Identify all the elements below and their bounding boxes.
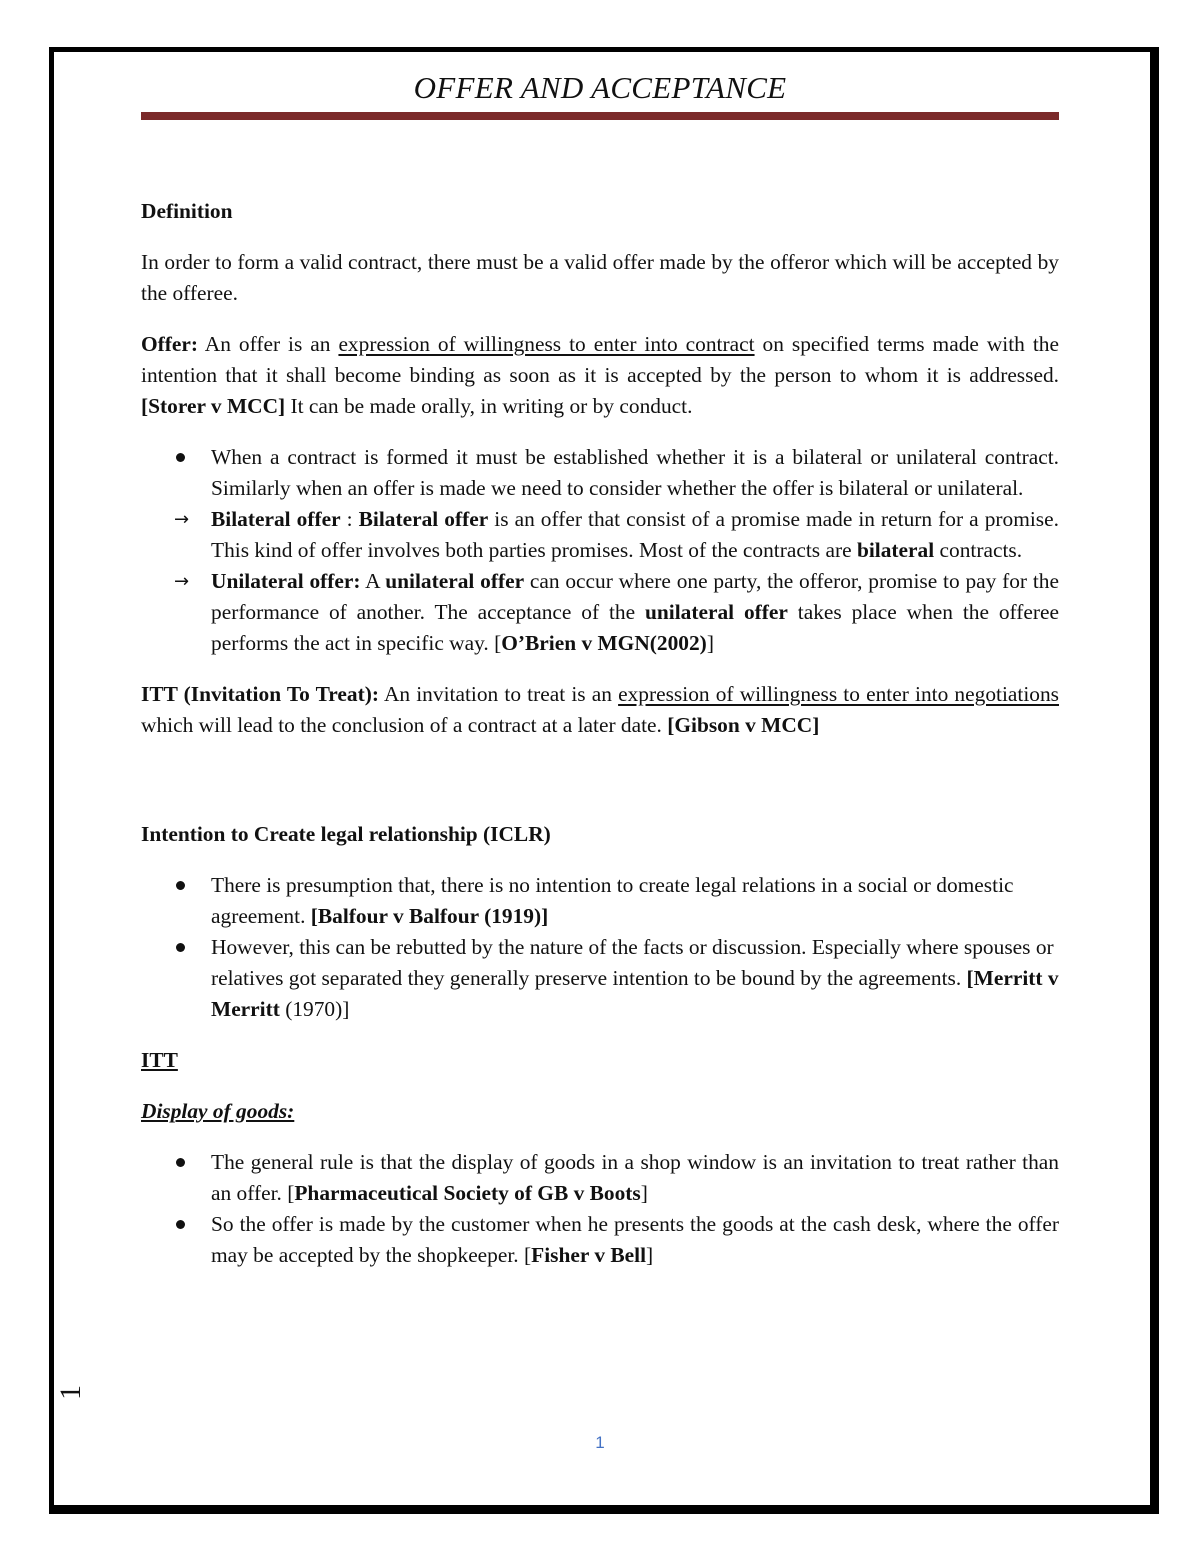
bilateral-term2: bilateral: [856, 538, 935, 562]
title-rule: [141, 112, 1059, 120]
bullet-icon: [176, 453, 185, 462]
list-item: [141, 504, 1059, 566]
bullet-icon: [176, 1158, 185, 1167]
unilateral-term2: unilateral offer: [644, 600, 788, 624]
page-number: 1: [595, 1433, 605, 1452]
iclr-heading: Intention to Create legal relationship (ICLR): [141, 822, 551, 846]
iclr-list: [141, 870, 1059, 1025]
offer-text-1: An offer is an: [198, 332, 339, 356]
itt-heading: ITT: [141, 1048, 178, 1072]
itt-definition-paragraph: [141, 679, 1059, 741]
iclr-item2-text: However, this can be rebutted by the nature of the facts or discussion. Especially where spouses or relatives got separated they generally preserve intention to be bound by the agreements.: [211, 935, 1054, 990]
unilateral-case: O’Brien v MGN(2002): [501, 631, 707, 655]
list-item: [141, 870, 1059, 932]
unilateral-text-3: takes place when the offeree performs the act in specific way. [: [211, 600, 1059, 655]
itt-def-underlined: expression of willingness to enter into negotiations: [618, 682, 1059, 706]
unilateral-text-4: ]: [706, 631, 714, 655]
offer-paragraph: [141, 329, 1059, 422]
definition-paragraph: In order to form a valid contract, there must be a valid offer made by the offeror which will be accepted by the offeree.: [141, 250, 1059, 305]
unilateral-label: Unilateral offer:: [211, 569, 361, 593]
list-item: [141, 442, 1059, 504]
list-item: [141, 566, 1059, 659]
itt-item2-tail: ]: [646, 1243, 654, 1267]
offer-label: Offer:: [141, 332, 198, 356]
itt-def-text-1: An invitation to treat is an: [378, 682, 619, 706]
bullet-icon: [176, 1220, 185, 1229]
list-item: [141, 1209, 1059, 1271]
bullet-icon: [176, 943, 185, 952]
iclr-item2-case: [Merritt v Merritt: [211, 966, 1059, 1021]
itt-def-label: ITT (Invitation To Treat):: [141, 682, 379, 706]
itt-item1-text: The general rule is that the display of goods in a shop window is an invitation to treat rather than an offer. [: [211, 1150, 1059, 1205]
bilateral-term: Bilateral offer: [358, 507, 489, 531]
offer-bullet-text: When a contract is formed it must be established whether it is a bilateral or unilateral contract. Similarly when an offer is made we need to consider whether the offer is bilateral or unilateral.: [211, 445, 1059, 500]
offer-text-3: It can be made orally, in writing or by conduct.: [285, 394, 693, 418]
itt-item2-text: So the offer is made by the customer when he presents the goods at the cash desk, where the offer may be accepted by the shopkeeper. [: [211, 1212, 1059, 1267]
display-of-goods-heading: Display of goods:: [141, 1099, 295, 1123]
bilateral-text-2: contracts.: [934, 538, 1023, 562]
bilateral-sep: :: [340, 507, 359, 531]
list-item: [141, 1147, 1059, 1209]
unilateral-term: unilateral offer: [385, 569, 525, 593]
bullet-icon: [176, 881, 185, 890]
itt-def-text-2: which will lead to the conclusion of a contract at a later date.: [141, 713, 668, 737]
margin-page-mark: 1: [54, 1385, 87, 1400]
offer-underlined: expression of willingness to enter into contract: [338, 332, 755, 356]
page-title: OFFER AND ACCEPTANCE: [413, 70, 787, 105]
unilateral-text-1: A: [360, 569, 386, 593]
bilateral-text-1: is an offer that consist of a promise made in return for a promise. This kind of offer involves both parties promises. Most of the contracts are: [211, 507, 1059, 562]
offer-list: [141, 442, 1059, 659]
itt-def-case: [Gibson v MCC]: [667, 713, 820, 737]
offer-case: [Storer v MCC]: [141, 394, 286, 418]
definition-heading: Definition: [141, 199, 233, 223]
bilateral-label: Bilateral offer: [211, 507, 341, 531]
spacer: [141, 761, 1059, 819]
itt-list: [141, 1147, 1059, 1271]
itt-item1-tail: ]: [640, 1181, 648, 1205]
iclr-item1-text: There is presumption that, there is no intention to create legal relations in a social or domestic agreement.: [211, 873, 1014, 928]
iclr-item1-case: [Balfour v Balfour (1919)]: [310, 904, 549, 928]
itt-item1-case: Pharmaceutical Society of GB v Boots: [294, 1181, 641, 1205]
document-body: [141, 196, 1059, 1291]
itt-item2-case: Fisher v Bell: [531, 1243, 647, 1267]
arrow-right-icon: →: [174, 509, 190, 530]
list-item: [141, 932, 1059, 1025]
arrow-right-icon: →: [174, 571, 190, 592]
offer-text-2: on specified terms made with the intention that it shall become binding as soon as it is accepted by the person to whom it is addressed.: [141, 332, 1059, 387]
iclr-item2-tail: (1970)]: [279, 997, 350, 1021]
unilateral-text-2: can occur where one party, the offeror, promise to pay for the performance of another. The acceptance of the: [211, 569, 1059, 624]
